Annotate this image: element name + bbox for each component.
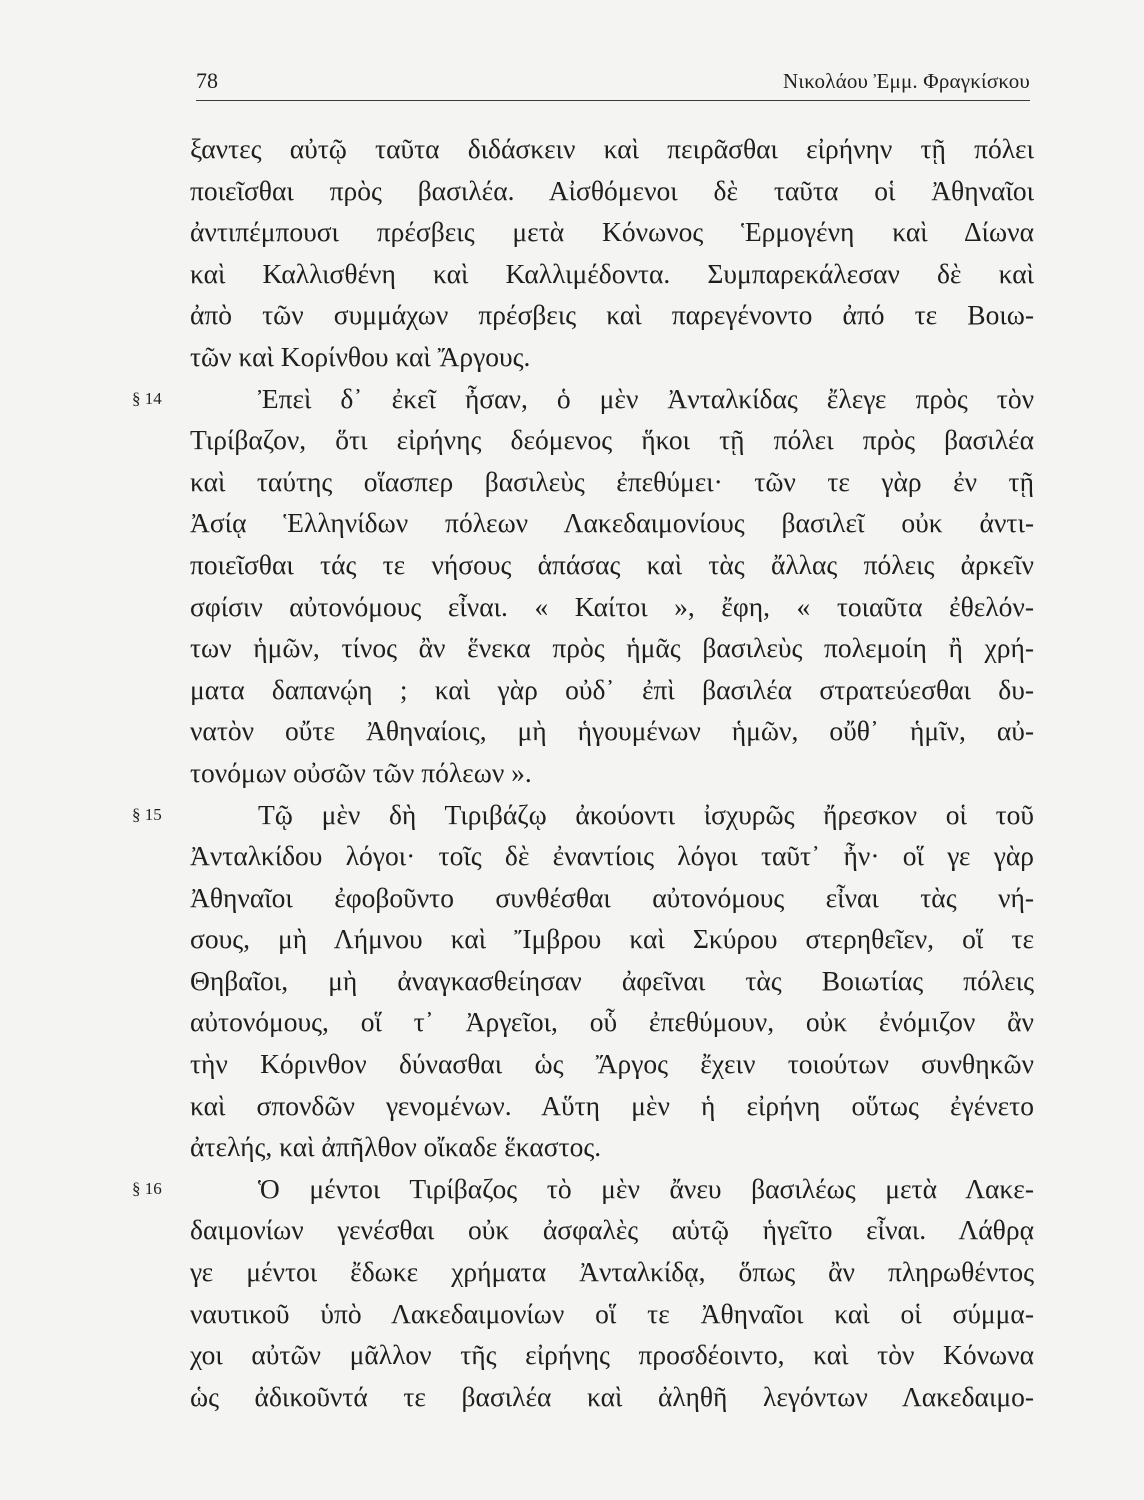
text-line xyxy=(190,835,1034,877)
line-text: Ἀνταλκίδου λόγοι· τοῖς δὲ ἐναντίοις λόγοι ταῦτ᾽ ἦν· οἵ γε γὰρ xyxy=(190,840,1034,872)
line-text: καὶ Καλλισθένη καὶ Καλλιμέδοντα. Συμπαρεκάλεσαν δὲ καὶ xyxy=(190,257,1034,289)
line-text: ἀντιπέμπουσι πρέσβεις μετὰ Κόνωνος Ἑρμογένη καὶ Δίωνα xyxy=(190,216,1034,248)
line-text: καὶ ταύτης οἵασπερ βασιλεὺς ἐπεθύμει· τῶν τε γὰρ ἐν τῇ xyxy=(190,465,1034,497)
header-rule xyxy=(196,100,1030,101)
text-line xyxy=(190,1126,1034,1168)
text-line xyxy=(190,544,1034,586)
text-line xyxy=(190,586,1034,628)
line-text: αὐτονόμους, οἵ τ᾽ Ἀργεῖοι, οὗ ἐπεθύμουν, οὐκ ἐνόμιζον ἂν xyxy=(190,1006,1034,1038)
text-line xyxy=(190,918,1034,960)
text-line xyxy=(190,502,1034,544)
line-text: ποιεῖσθαι πρὸς βασιλέα. Αἰσθόμενοι δὲ ταῦτα οἱ Ἀθηναῖοι xyxy=(190,174,1034,206)
running-head-author: Νικολάου Ἐμμ. Φραγκίσκου xyxy=(783,69,1030,93)
text-line xyxy=(190,1085,1034,1127)
line-text: Ἀσίᾳ Ἑλληνίδων πόλεων Λακεδαιμονίους βασιλεῖ οὐκ ἀντι- xyxy=(190,507,1034,539)
line-text: ἀτελής, καὶ ἀπῆλθον οἴκαδε ἕκαστος. xyxy=(190,1131,602,1163)
line-text: των ἡμῶν, τίνος ἂν ἕνεκα πρὸς ἡμᾶς βασιλεὺς πολεμοίη ἢ χρή- xyxy=(190,632,1034,664)
line-text: ναυτικοῦ ὑπὸ Λακεδαιμονίων οἵ τε Ἀθηναῖοι καὶ οἱ σύμμα- xyxy=(190,1297,1034,1329)
text-line xyxy=(132,794,1034,836)
line-text: νατὸν οὔτε Ἀθηναίοις, μὴ ἡγουμένων ἡμῶν, οὔθ᾽ ἡμῖν, αὐ- xyxy=(190,715,1034,747)
line-text: καὶ σπονδῶν γενομένων. Αὕτη μὲν ἡ εἰρήνη οὕτως ἐγένετο xyxy=(190,1089,1034,1121)
text-line xyxy=(190,170,1034,212)
text-line xyxy=(190,1334,1034,1376)
text-line xyxy=(190,669,1034,711)
text-line xyxy=(190,1001,1034,1043)
text-line xyxy=(190,1209,1034,1251)
text-line xyxy=(190,128,1034,170)
running-head xyxy=(196,62,1030,98)
line-text: χοι αὐτῶν μᾶλλον τῆς εἰρήνης προσδέοιντο, καὶ τὸν Κόνωνα xyxy=(190,1339,1034,1371)
line-text: Ὁ μέντοι Τιρίβαζος τὸ μὲν ἄνευ βασιλέως μετὰ Λακε- xyxy=(258,1172,1034,1204)
line-text: ποιεῖσθαι τάς τε νήσους ἁπάσας καὶ τὰς ἄλλας πόλεις ἀρκεῖν xyxy=(190,548,1034,580)
body-text xyxy=(132,128,1034,1417)
text-line xyxy=(190,419,1034,461)
line-text: σφίσιν αὐτονόμους εἶναι. « Καίτοι », ἔφη, « τοιαῦτα ἐθελόν- xyxy=(190,590,1034,622)
line-text: Ἐπεὶ δ᾽ ἐκεῖ ἦσαν, ὁ μὲν Ἀνταλκίδας ἔλεγε πρὸς τὸν xyxy=(258,382,1034,414)
text-line xyxy=(190,752,1034,794)
text-line xyxy=(190,1043,1034,1085)
text-line xyxy=(190,1293,1034,1335)
text-line xyxy=(190,710,1034,752)
text-line xyxy=(190,877,1034,919)
line-text: ξαντες αὐτῷ ταῦτα διδάσκειν καὶ πειρᾶσθαι εἰρήνην τῇ πόλει xyxy=(190,133,1034,164)
line-text: Θηβαῖοι, μὴ ἀναγκασθείησαν ἀφεῖναι τὰς Βοιωτίας πόλεις xyxy=(190,964,1034,996)
section-marker: § 14 xyxy=(132,388,162,408)
line-text: ἀπὸ τῶν συμμάχων πρέσβεις καὶ παρεγένοντο ἀπό τε Βοιω- xyxy=(190,299,1034,331)
line-text: τονόμων οὐσῶν τῶν πόλεων ». xyxy=(190,756,532,788)
section-marker: § 15 xyxy=(132,804,162,824)
text-line xyxy=(132,378,1034,420)
line-text: ματα δαπανῴη ; καὶ γὰρ οὐδ᾽ ἐπὶ βασιλέα στρατεύεσθαι δυ- xyxy=(190,673,1034,705)
text-line xyxy=(190,461,1034,503)
section-marker: § 16 xyxy=(132,1178,162,1198)
text-line xyxy=(190,960,1034,1002)
text-line xyxy=(190,1251,1034,1293)
line-text: Τιρίβαζον, ὅτι εἰρήνης δεόμενος ἥκοι τῇ πόλει πρὸς βασιλέα xyxy=(190,424,1034,456)
text-line xyxy=(190,336,1034,378)
text-line xyxy=(190,294,1034,336)
text-line xyxy=(190,1376,1034,1418)
line-text: σους, μὴ Λήμνου καὶ Ἴμβρου καὶ Σκύρου στερηθεῖεν, οἵ τε xyxy=(190,923,1034,955)
line-text: γε μέντοι ἔδωκε χρήματα Ἀνταλκίδᾳ, ὅπως ἂν πληρωθέντος xyxy=(190,1256,1034,1288)
text-line xyxy=(190,627,1034,669)
line-text: Ἀθηναῖοι ἐφοβοῦντο συνθέσθαι αὐτονόμους εἶναι τὰς νή- xyxy=(190,881,1034,913)
line-text: τῶν καὶ Κορίνθου καὶ Ἄργους. xyxy=(190,340,531,372)
text-line xyxy=(190,211,1034,253)
line-text: ὡς ἀδικοῦντά τε βασιλέα καὶ ἀληθῆ λεγόντων Λακεδαιμο- xyxy=(190,1380,1034,1412)
line-text: Τῷ μὲν δὴ Τιριβάζῳ ἀκούοντι ἰσχυρῶς ἤρεσκον οἱ τοῦ xyxy=(258,798,1034,830)
page-number: 78 xyxy=(196,68,218,93)
text-line xyxy=(190,253,1034,295)
text-line xyxy=(132,1168,1034,1210)
line-text: δαιμονίων γενέσθαι οὐκ ἀσφαλὲς αὑτῷ ἡγεῖτο εἶναι. Λάθρᾳ xyxy=(190,1214,1034,1246)
line-text: τὴν Κόρινθον δύνασθαι ὡς Ἄργος ἔχειν τοιούτων συνθηκῶν xyxy=(190,1048,1034,1080)
